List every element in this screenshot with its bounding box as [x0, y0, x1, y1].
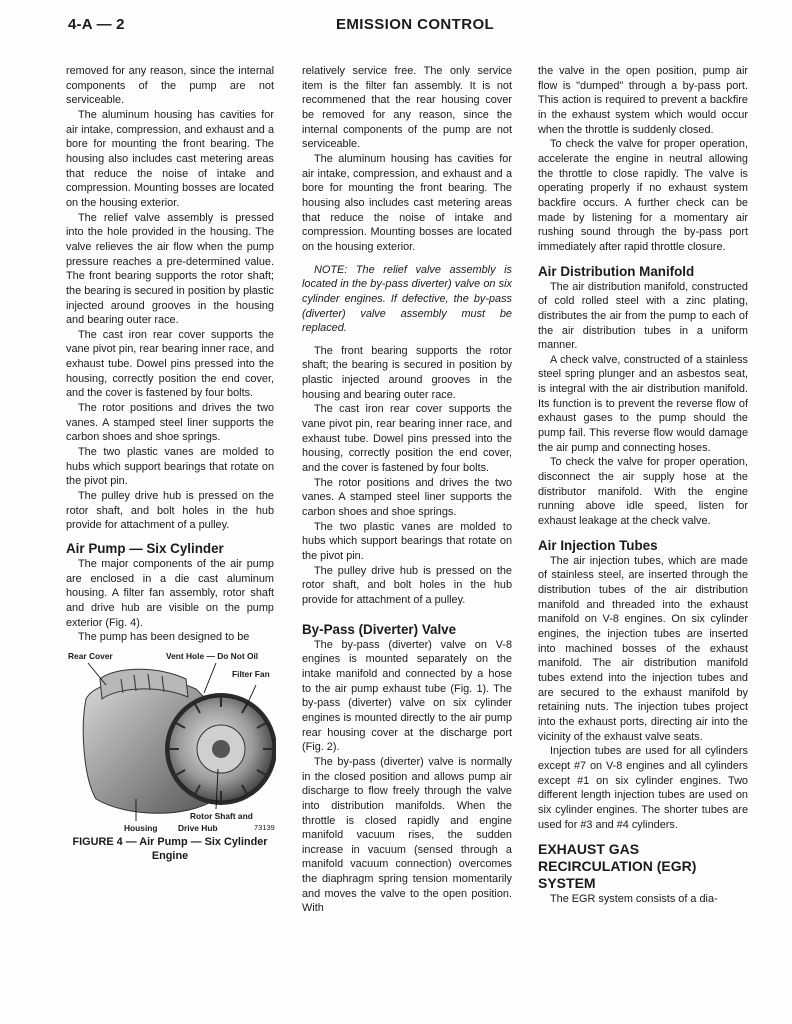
- column-middle: [302, 64, 512, 916]
- section-heading-six-cylinder: Air Pump — Six Cylinder: [66, 541, 224, 556]
- paragraph: The cast iron rear cover supports the vane pivot pin, rear bearing inner race, and exhaust tube. Dowel pins pressed into the housing, correctly position the end cover, and the cover is fastened by four bolts.: [302, 403, 512, 475]
- label-drive-hub: Drive Hub: [178, 822, 218, 833]
- paragraph: The aluminum housing has cavities for air intake, compression, and exhaust and a bore for mounting the front bearing. The housing also includes cast metering areas that reduce the noise of intake and compression. Mounting bosses are located on the housing exterior.: [66, 108, 274, 209]
- section-heading-injection-tubes: Air Injection Tubes: [538, 537, 658, 553]
- section-heading-distribution-manifold: Air Distribution Manifold: [538, 263, 695, 279]
- figure-code: 73139: [254, 822, 275, 832]
- paragraph: A check valve, constructed of a stainless steel spring plunger and an asbestos seat, is integral with the air distribution manifold. Its function is to prevent the reverse flow of exhaust gases to the pump should the pump fail. This reverse flow would damage the air pump and connecting hoses.: [538, 353, 748, 454]
- paragraph: To check the valve for proper operation, disconnect the air supply hose at the distributor manifold. With the engine running above idle speed, listen for exhaust leakage at the check valve.: [538, 456, 748, 528]
- paragraph: The front bearing supports the rotor shaft; the bearing is secured in position by plastic injected around grooves in the housing and bearing outer race.: [302, 344, 512, 401]
- paragraph: The air injection tubes, which are made of stainless steel, are inserted through the distribution tubes of the air distribution manifold and threaded into the exhaust manifold on V-8 engines. On six cylinder engines, the injection tubes are inserted into machined bosses of the exhaust manifold. The air distribution manifold tubes extend into the injection tubes and are secured to the exhaust manifold by retaining nuts. The injection tubes project into the exhaust ports, directing air into the vicinity of the exhaust valve seats.: [538, 554, 748, 743]
- page-number: 4-A — 2: [68, 16, 125, 33]
- paragraph: removed for any reason, since the internal components of the pump are not serviceable.: [66, 65, 274, 107]
- section-heading-egr-line1: EXHAUST GAS: [538, 841, 640, 858]
- paragraph: The pump has been designed to be: [78, 631, 250, 644]
- paragraph: The pulley drive hub is pressed on the rotor shaft, and bolt holes in the hub provide for attachment of a pulley.: [66, 490, 274, 532]
- paragraph: The air distribution manifold, constructed of cold rolled steel with a zinc plating, distributes the air from the pump to each of the air distribution tubes in a uniform manner.: [538, 280, 748, 352]
- label-filter-fan: Filter Fan: [232, 668, 270, 679]
- label-housing: Housing: [124, 822, 158, 833]
- paragraph: The by-pass (diverter) valve on V-8 engines is mounted separately on the intake manifold and connected by a hose to the air pump exhaust tube (Fig. 1). The by-pass (diverter) valve on six cylinder engines is mounted directly to the air pump rear housing cover at the discharge port (Fig. 2).: [302, 638, 512, 754]
- paragraph: The rotor positions and drives the two vanes. A stamped steel liner supports the carbon shoes and shoe springs.: [66, 402, 274, 444]
- paragraph: Injection tubes are used for all cylinders except #7 on V-8 engines and all cylinders except #1 on six cylinder engines. Two different length injection tubes are used on six cylinder engines. The shorter tubes are used for #3 and #4 cylinders.: [538, 745, 748, 831]
- note-paragraph: NOTE: The relief valve assembly is located in the by-pass diverter) valve on six cylinder engines. If defective, the by-pass (diverter) valve assembly must be replaced.: [302, 263, 512, 335]
- section-heading-egr-line2: RECIRCULATION (EGR) SYSTEM: [538, 858, 697, 892]
- column-right: [538, 64, 748, 907]
- figure-caption-line2: Engine: [151, 849, 189, 862]
- label-rear-cover: Rear Cover: [68, 650, 113, 661]
- paragraph: The two plastic vanes are molded to hubs which support bearings that rotate on the pivot pin.: [302, 520, 512, 562]
- paragraph: The EGR system consists of a dia-: [550, 893, 718, 906]
- paragraph: relatively service free. The only service item is the filter fan assembly. It is not recommened that the rear housing cover be removed for any reason, since the internal components of the pump are not serviceable.: [302, 65, 512, 151]
- paragraph: The two plastic vanes are molded to hubs which support bearings that rotate on the pivot pin.: [66, 446, 274, 488]
- paragraph: The pulley drive hub is pressed on the rotor shaft, and bolt holes in the hub provide for attachment of a pulley.: [302, 564, 512, 606]
- label-rotor-shaft: Rotor Shaft and: [190, 810, 253, 821]
- paragraph: the valve in the open position, pump air flow is "dumped" through a by-pass port. This action is required to prevent a backfire in the exhaust system which would occur when the throttle is suddenly closed.: [538, 65, 748, 136]
- label-vent-hole: Vent Hole — Do Not Oil: [166, 650, 259, 661]
- paragraph: The cast iron rear cover supports the vane pivot pin, rear bearing inner race, and exhaust tube. Dowel pins pressed into the housing, correctly position the end cover, and the cover is fastened by four bolts.: [66, 328, 274, 400]
- paragraph: The rotor positions and drives the two vanes. A stamped steel liner supports the carbon shoes and shoe springs.: [302, 476, 512, 519]
- figure-caption: [66, 835, 274, 863]
- paragraph: The relief valve assembly is pressed into the hole provided in the housing. The valve relieves the air flow when the pump pressure reaches a pre-determined value. The front bearing supports the rotor shaft; the bearing is secured in position by plastic injected around grooves in the housing and bearing outer race.: [66, 211, 274, 327]
- paragraph: The major components of the air pump are enclosed in a die cast aluminum housing. A filter fan assembly, rotor shaft and drive hub are visible on the pump exterior (Fig. 4).: [66, 558, 274, 629]
- paragraph: The aluminum housing has cavities for air intake, compression, and exhaust and a bore for mounting the front bearing. The housing also includes cast metering areas that reduce the noise of intake and compression. Mounting bosses are located on the housing exterior.: [302, 152, 512, 253]
- paragraph: To check the valve for proper operation, accelerate the engine in neutral allowing the throttle to close rapidly. The valve is operating properly if no exhaust system backfire occurs. A further check can be made by listening for a momentary air rushing sound through the by-pass port immediately after rapid throttle closure.: [538, 138, 748, 253]
- page-header-title: EMISSION CONTROL: [336, 16, 495, 33]
- figure-air-pump: [66, 649, 276, 835]
- paragraph: The by-pass (diverter) valve is normally in the closed position and allows pump air discharge to flow freely through the valve into distribution manifolds. When the throttle is closed rapidly and engine manifold vacuum rises, the sudden increase in vacuum (sensed through a manifold vacuum connection) overcomes the diaphragm spring tension momentarily and moves the valve to the open position. With: [302, 755, 512, 915]
- section-heading-bypass-valve: By-Pass (Diverter) Valve: [302, 621, 457, 637]
- column-left: [66, 64, 274, 863]
- figure-caption-line1: FIGURE 4 — Air Pump — Six Cylinder: [72, 835, 268, 848]
